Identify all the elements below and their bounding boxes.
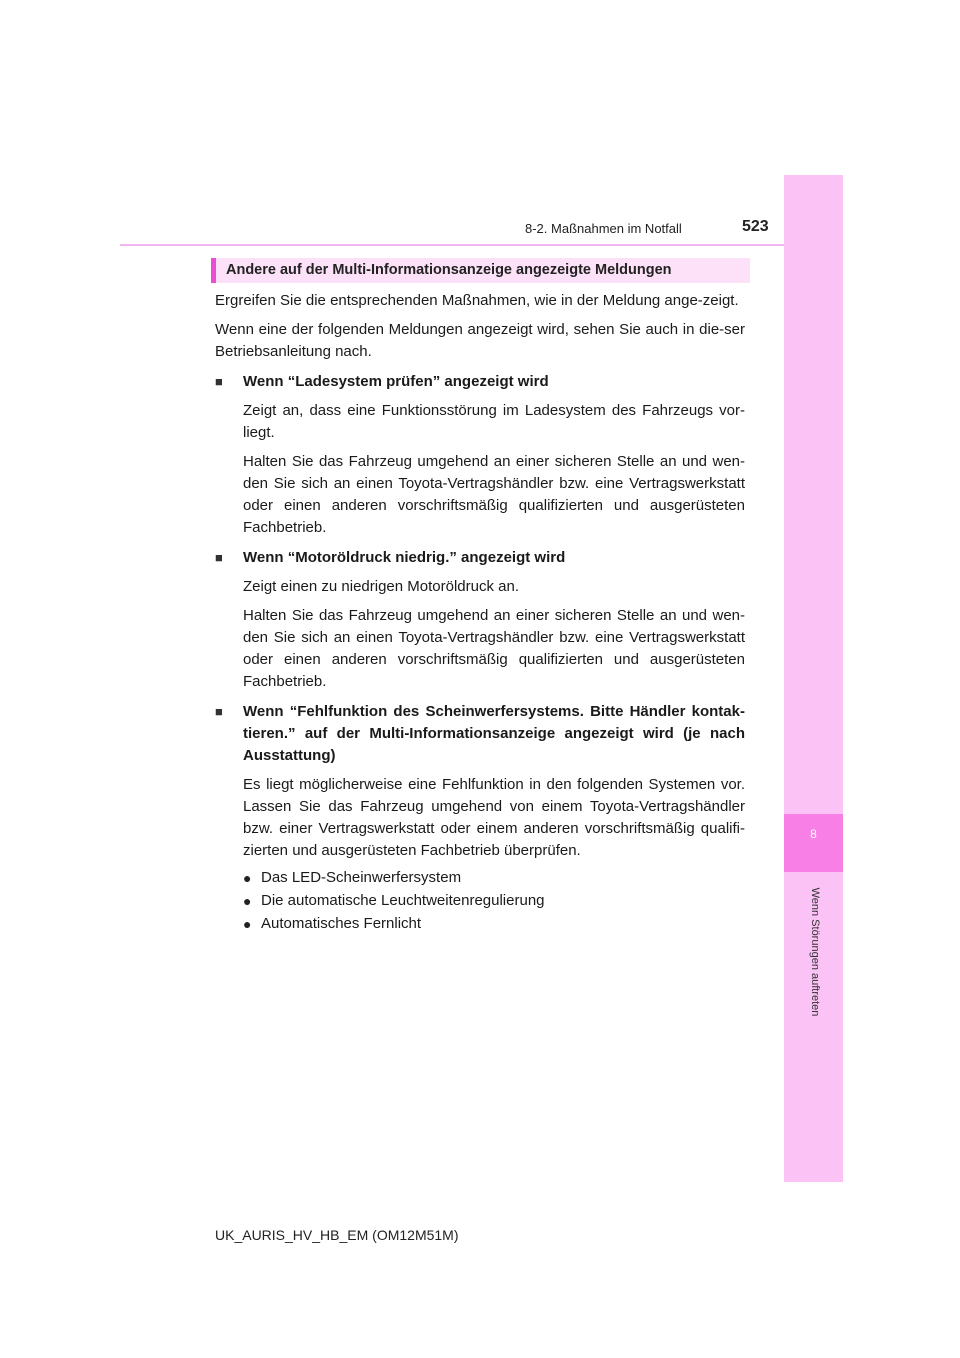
header-section-title: 8-2. Maßnahmen im Notfall	[525, 221, 682, 236]
subsection-title: Wenn “Ladesystem prüfen” angezeigt wird	[243, 373, 549, 390]
round-bullet-icon: ●	[243, 870, 252, 886]
square-bullet-icon: ■	[215, 704, 223, 719]
document-code-footer: UK_AURIS_HV_HB_EM (OM12M51M)	[215, 1227, 459, 1243]
subsection-heading	[215, 371, 745, 393]
body-content	[215, 290, 745, 935]
square-bullet-icon: ■	[215, 550, 223, 565]
round-bullet-icon: ●	[243, 893, 252, 909]
subsection-title: Wenn “Motoröldruck niedrig.” angezeigt wird	[243, 549, 566, 566]
subsection-heading	[215, 547, 745, 569]
list-item-text: Die automatische Leuchtweitenregulierung	[261, 892, 545, 909]
header-divider	[120, 244, 784, 246]
subsection-paragraph: Zeigt einen zu niedrigen Motoröldruck an.	[243, 578, 519, 595]
list-item	[243, 913, 745, 935]
chapter-side-tab	[784, 175, 843, 1182]
intro-paragraph: Wenn eine der folgenden Meldungen angezeigt wird, sehen Sie auch in die-ser Betriebsanleitung nach.	[215, 321, 745, 360]
chapter-number: 8	[810, 827, 817, 841]
list-item-text: Automatisches Fernlicht	[261, 915, 422, 932]
list-item-text: Das LED-Scheinwerfersystem	[261, 869, 462, 886]
subsection-title: Wenn “Fehlfunktion des Scheinwerfersystems. Bitte Händler kontak-tieren.” auf der Multi-Informationsanzeige angezeigt wird (je nach Ausstattung)	[243, 703, 745, 764]
list-item	[243, 890, 745, 912]
chapter-label: Wenn Störungen auftreten	[809, 887, 821, 1017]
chapter-number-block	[784, 814, 843, 872]
subsection-heading	[215, 701, 745, 767]
subsection-paragraph: Halten Sie das Fahrzeug umgehend an einer sicheren Stelle an und wen-den Sie sich an einen Toyota-Vertragshändler bzw. eine Vertragswerkstatt oder einen anderen vorschriftsmäßig qualifizierten und ausgerüsteten Fachbetrieb.	[243, 453, 745, 536]
subsection-paragraph: Es liegt möglicherweise eine Fehlfunktion in den folgenden Systemen vor. Lassen Sie das Fahrzeug umgehend von einem Toyota-Vertragshändler bzw. einer Vertragswerkstatt oder einem anderen vorschriftsmäßig qualifi-zierten und ausgerüsteten Fachbetrieb überprüfen.	[243, 776, 745, 859]
subsection-paragraph: Zeigt an, dass eine Funktionsstörung im Ladesystem des Fahrzeugs vor-liegt.	[243, 402, 745, 441]
intro-paragraph: Ergreifen Sie die entsprechenden Maßnahmen, wie in der Meldung ange-zeigt.	[215, 292, 739, 309]
section-heading: Andere auf der Multi-Informationsanzeige angezeigte Meldungen	[211, 258, 750, 283]
round-bullet-icon: ●	[243, 916, 252, 932]
list-item	[243, 867, 745, 889]
subsection-paragraph: Halten Sie das Fahrzeug umgehend an einer sicheren Stelle an und wen-den Sie sich an einen Toyota-Vertragshändler bzw. eine Vertragswerkstatt oder einen anderen vorschriftsmäßig qualifizierten und ausgerüsteten Fachbetrieb.	[243, 607, 745, 690]
square-bullet-icon: ■	[215, 374, 223, 389]
page-number: 523	[742, 218, 769, 235]
